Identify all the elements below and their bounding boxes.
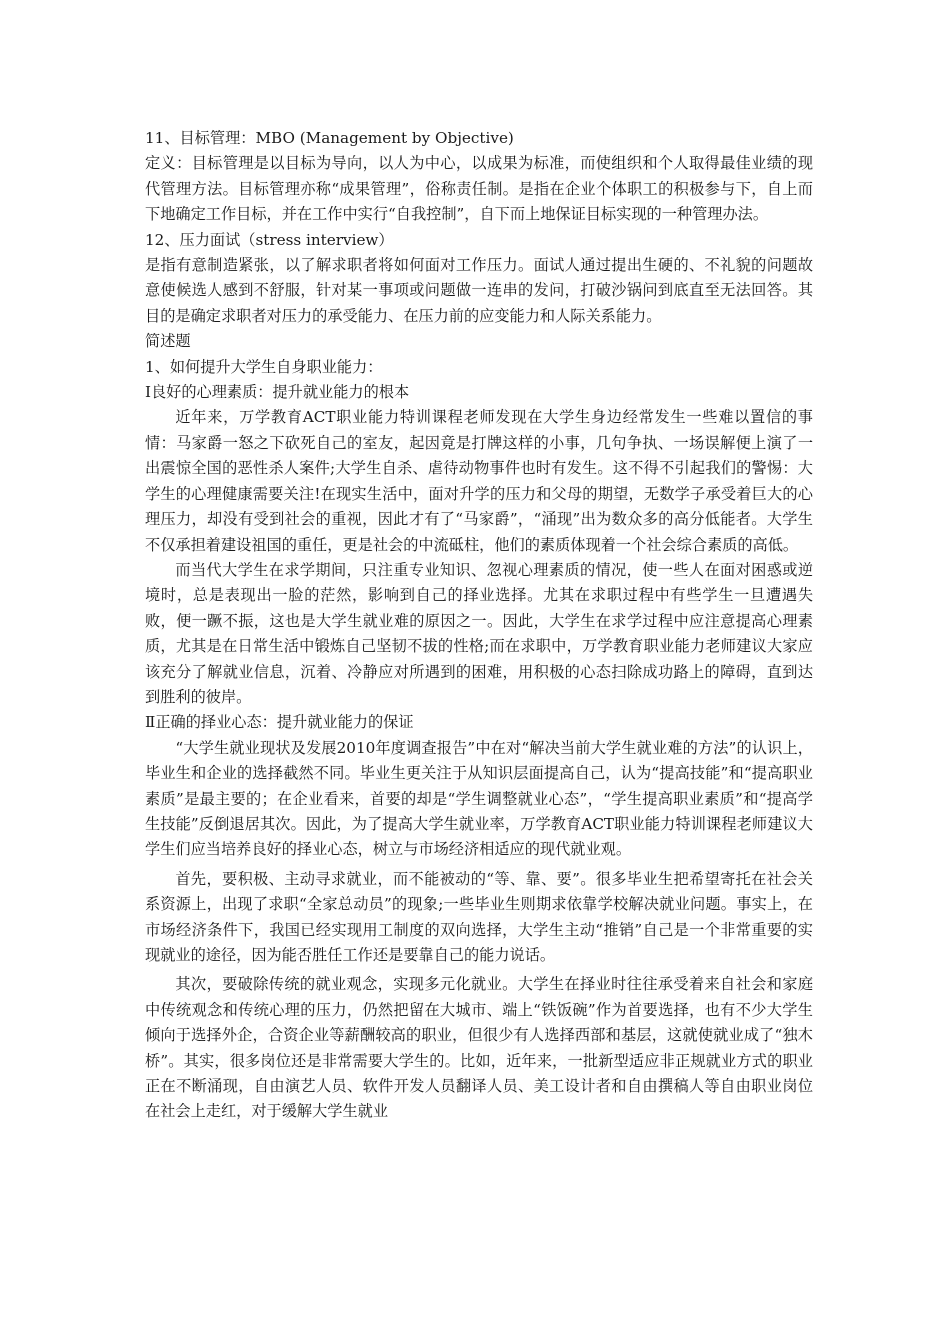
section-title: 简述题 [145,332,191,351]
part2-paragraph-3: 其次，要破除传统的就业观念，实现多元化就业。大学生在择业时往往承受着来自社会和家庭中传统观念和传统心理的压力，仍然把留在大城市、端上“铁饭碗”作为首要选择，也有不少大学生倾向于选择外企，合资企业等薪酬较高的职业，但很少有人选择西部和基层，这就使就业成了“独木桥”。其实，很多岗位还是非常需要大学生的。比如，近年来，一批新型适应非正规就业方式的职业正在不断涌现，自由演艺人员、软件开发人员翻译人员、美工设计者和自由撰稿人等自由职业岗位在社会上走红，对于缓解大学生就业 [145,975,813,1121]
item12-heading: 12、压力面试（stress interview） [145,230,394,249]
item12-definition: 是指有意制造紧张，以了解求职者将如何面对工作压力。面试人通过提出生硬的、不礼貌的问题故意使候选人感到不舒服，针对某一事项或问题做一连串的发问，打破沙锅问到底直至无法回答。其目的是确定求职者对压力的承受能力、在压力前的应变能力和人际关系能力。 [145,256,813,325]
part1-title: Ⅰ良好的心理素质：提升就业能力的根本 [145,383,410,402]
part1-paragraph-1: 近年来，万学教育ACT职业能力特训课程老师发现在大学生身边经常发生一些难以置信的事情：马家爵一怒之下砍死自己的室友，起因竟是打牌这样的小事，几句争执、一场误解便上演了一出震惊全国的恶性杀人案件;大学生自杀、虐待动物事件也时有发生。这不得不引起我们的警惕：大学生的心理健康需要关注!在现实生活中，面对升学的压力和父母的期望，无数学子承受着巨大的心理压力，却没有受到社会的重视，因此才有了“马家爵”，“涌现”出为数众多的高分低能者。大学生不仅承担着建设祖国的重任，更是社会的中流砥柱，他们的素质体现着一个社会综合素质的高低。 [145,408,813,554]
item11-heading: 11、目标管理：MBO (Management by Objective) [145,129,514,147]
part2-paragraph-2: 首先，要积极、主动寻求就业，而不能被动的“等、靠、要”。很多毕业生把希望寄托在社会关系资源上，出现了求职“全家总动员”的现象;一些毕业生则期求依靠学校解决就业问题。事实上，在市场经济条件下，我国已经实现用工制度的双向选择，大学生主动“推销”自己是一个非常重要的实现就业的途径，因为能否胜任工作还是要靠自己的能力说话。 [145,869,813,964]
question1-title: 1、如何提升大学生自身职业能力： [145,357,383,376]
part1-paragraph-2: 而当代大学生在求学期间，只注重专业知识、忽视心理素质的情况，使一些人在面对困惑或逆境时，总是表现出一脸的茫然，影响到自己的择业选择。尤其在求职过程中有些学生一旦遭遇失败，便一蹶不振，这也是大学生就业难的原因之一。因此，大学生在求学过程中应注意提高心理素质，尤其是在日常生活中锻炼自己坚韧不拔的性格;而在求职中，万学教育职业能力老师建议大家应该充分了解就业信息，沉着、冷静应对所遇到的困难，用积极的心态扫除成功路上的障碍，直到达到胜利的彼岸。 [145,560,813,706]
document-page [145,126,813,1125]
part2-title: Ⅱ正确的择业心态：提升就业能力的保证 [145,713,414,732]
part2-paragraph-1: “大学生就业现状及发展2010年度调查报告”中在对“解决当前大学生就业难的方法”的认识上，毕业生和企业的选择截然不同。毕业生更关注于从知识层面提高自己，认为“提高技能”和“提高职业素质”是最主要的；在企业看来，首要的却是“学生调整就业心态”，“学生提高职业素质”和“提高学生技能”反倒退居其次。因此，为了提高大学生就业率，万学教育ACT职业能力特训课程老师建议大学生们应当培养良好的择业心态，树立与市场经济相适应的现代就业观。 [145,738,813,859]
item11-definition: 定义：目标管理是以目标为导向，以人为中心，以成果为标准，而使组织和个人取得最佳业绩的现代管理方法。目标管理亦称“成果管理”，俗称责任制。是指在企业个体职工的积极参与下，自上而下地确定工作目标，并在工作中实行“自我控制”，自下而上地保证目标实现的一种管理办法。 [145,154,813,224]
